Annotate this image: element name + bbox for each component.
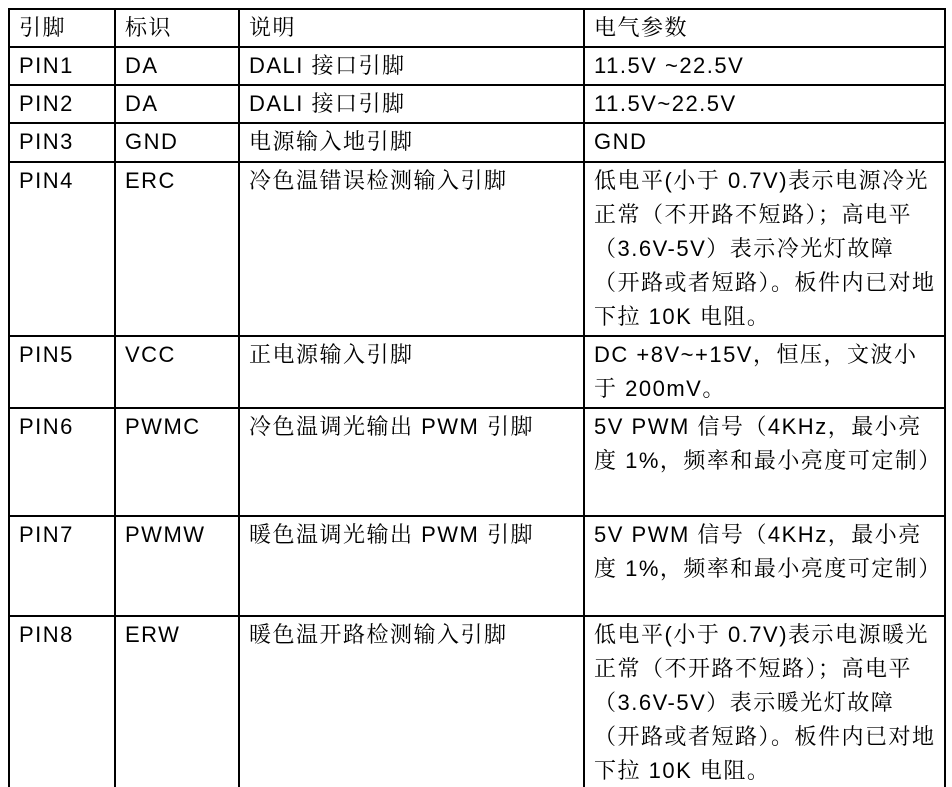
cell-pin: PIN5 xyxy=(9,336,115,408)
table-row xyxy=(9,162,945,336)
cell-pin: PIN4 xyxy=(9,162,115,336)
cell-desc: 冷色温调光输出 PWM 引脚 xyxy=(239,408,584,516)
cell-mark: VCC xyxy=(115,336,239,408)
pin-definition-table xyxy=(8,8,946,787)
cell-pin: PIN8 xyxy=(9,616,115,787)
cell-params: 11.5V ~22.5V xyxy=(584,47,945,85)
header-cell-mark: 标识 xyxy=(115,9,239,47)
cell-params: 11.5V~22.5V xyxy=(584,85,945,123)
cell-params: 5V PWM 信号（4KHz，最小亮度 1%，频率和最小亮度可定制） xyxy=(584,516,945,616)
cell-mark: PWMW xyxy=(115,516,239,616)
header-cell-pin: 引脚 xyxy=(9,9,115,47)
cell-mark: DA xyxy=(115,85,239,123)
cell-params: 5V PWM 信号（4KHz，最小亮度 1%，频率和最小亮度可定制） xyxy=(584,408,945,516)
cell-mark: PWMC xyxy=(115,408,239,516)
cell-pin: PIN2 xyxy=(9,85,115,123)
header-cell-params: 电气参数 xyxy=(584,9,945,47)
cell-desc: 电源输入地引脚 xyxy=(239,123,584,162)
table-row xyxy=(9,408,945,516)
table-row xyxy=(9,516,945,616)
cell-pin: PIN3 xyxy=(9,123,115,162)
cell-pin: PIN7 xyxy=(9,516,115,616)
cell-mark: DA xyxy=(115,47,239,85)
table-row xyxy=(9,85,945,123)
cell-desc: 暖色温调光输出 PWM 引脚 xyxy=(239,516,584,616)
cell-mark: ERW xyxy=(115,616,239,787)
cell-pin: PIN6 xyxy=(9,408,115,516)
cell-params: DC +8V~+15V，恒压，文波小于 200mV。 xyxy=(584,336,945,408)
header-cell-desc: 说明 xyxy=(239,9,584,47)
cell-mark: ERC xyxy=(115,162,239,336)
cell-desc: DALI 接口引脚 xyxy=(239,85,584,123)
cell-desc: 冷色温错误检测输入引脚 xyxy=(239,162,584,336)
cell-params: 低电平(小于 0.7V)表示电源暖光正常（不开路不短路）；高电平（3.6V-5V）表示暖光灯故障（开路或者短路）。板件内已对地下拉 10K 电阻。 xyxy=(584,616,945,787)
table-row xyxy=(9,47,945,85)
table-row xyxy=(9,336,945,408)
table-row xyxy=(9,123,945,162)
cell-desc: 暖色温开路检测输入引脚 xyxy=(239,616,584,787)
table-row xyxy=(9,616,945,787)
table-header-row xyxy=(9,9,945,47)
cell-params: 低电平(小于 0.7V)表示电源冷光正常（不开路不短路）；高电平（3.6V-5V）表示冷光灯故障（开路或者短路）。板件内已对地下拉 10K 电阻。 xyxy=(584,162,945,336)
table-header xyxy=(9,9,945,47)
cell-desc: 正电源输入引脚 xyxy=(239,336,584,408)
cell-params: GND xyxy=(584,123,945,162)
cell-pin: PIN1 xyxy=(9,47,115,85)
table-body xyxy=(9,47,945,787)
cell-mark: GND xyxy=(115,123,239,162)
cell-desc: DALI 接口引脚 xyxy=(239,47,584,85)
